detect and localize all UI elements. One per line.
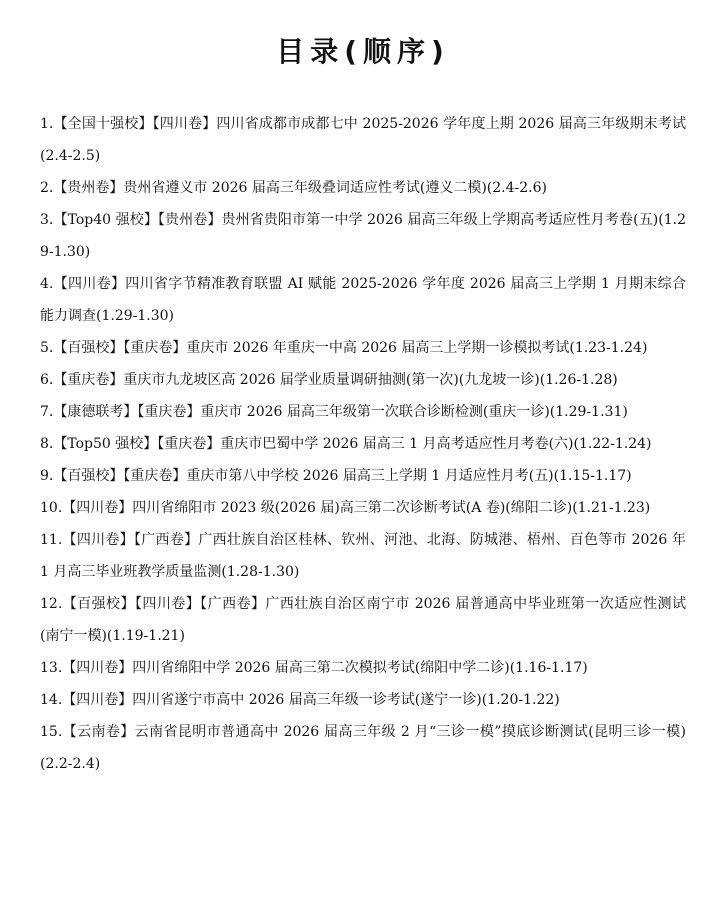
- toc-item-15: 15.【云南卷】云南省昆明市普通高中 2026 届高三年级 2 月“三诊一模”摸底诊断测试(昆明三诊一模)(2.2-2.4): [40, 724, 686, 772]
- toc-item-11: 11.【四川卷】【广西卷】广西壮族自治区桂林、钦州、河池、北海、防城港、梧州、百色等市 2026 年 1 月高三毕业班教学质量监测(1.28-1.30): [40, 532, 686, 580]
- page-title: 目录(顺序): [276, 35, 450, 68]
- toc-item-14: 14.【四川卷】四川省遂宁市高中 2026 届高三年级一诊考试(遂宁一诊)(1.20-1.22): [40, 692, 560, 708]
- table-of-contents: [40, 108, 686, 780]
- toc-item-10: 10.【四川卷】四川省绵阳市 2023 级(2026 届)高三第二次诊断考试(A 卷)(绵阳二诊)(1.21-1.23): [40, 500, 651, 516]
- toc-item-7: 7.【康德联考】【重庆卷】重庆市 2026 届高三年级第一次联合诊断检测(重庆一诊)(1.29-1.31): [40, 404, 628, 420]
- toc-item-1: 1.【全国十强校】【四川卷】四川省成都市成都七中 2025-2026 学年度上期 2026 届高三年级期末考试(2.4-2.5): [40, 116, 686, 164]
- toc-item-12: 12.【百强校】【四川卷】【广西卷】广西壮族自治区南宁市 2026 届普通高中毕业班第一次适应性测试(南宁一模)(1.19-1.21): [40, 596, 686, 644]
- toc-item-4: 4.【四川卷】四川省字节精准教育联盟 AI 赋能 2025-2026 学年度 2026 届高三上学期 1 月期末综合能力调查(1.29-1.30): [40, 276, 686, 324]
- toc-item-13: 13.【四川卷】四川省绵阳中学 2026 届高三第二次模拟考试(绵阳中学二诊)(1.16-1.17): [40, 660, 588, 676]
- toc-item-6: 6.【重庆卷】重庆市九龙坡区高 2026 届学业质量调研抽测(第一次)(九龙坡一诊)(1.26-1.28): [40, 372, 618, 388]
- toc-item-9: 9.【百强校】【重庆卷】重庆市第八中学校 2026 届高三上学期 1 月适应性月考(五)(1.15-1.17): [40, 468, 632, 484]
- toc-item-2: 2.【贵州卷】贵州省遵义市 2026 届高三年级叠词适应性考试(遵义二模)(2.4-2.6): [40, 180, 547, 196]
- toc-item-8: 8.【Top50 强校】【重庆卷】重庆市巴蜀中学 2026 届高三 1 月高考适应性月考卷(六)(1.22-1.24): [40, 436, 652, 452]
- toc-item-5: 5.【百强校】【重庆卷】重庆市 2026 年重庆一中高 2026 届高三上学期一诊模拟考试(1.23-1.24): [40, 340, 648, 356]
- toc-item-3: 3.【Top40 强校】【贵州卷】贵州省贵阳市第一中学 2026 届高三年级上学期高考适应性月考卷(五)(1.29-1.30): [40, 212, 686, 260]
